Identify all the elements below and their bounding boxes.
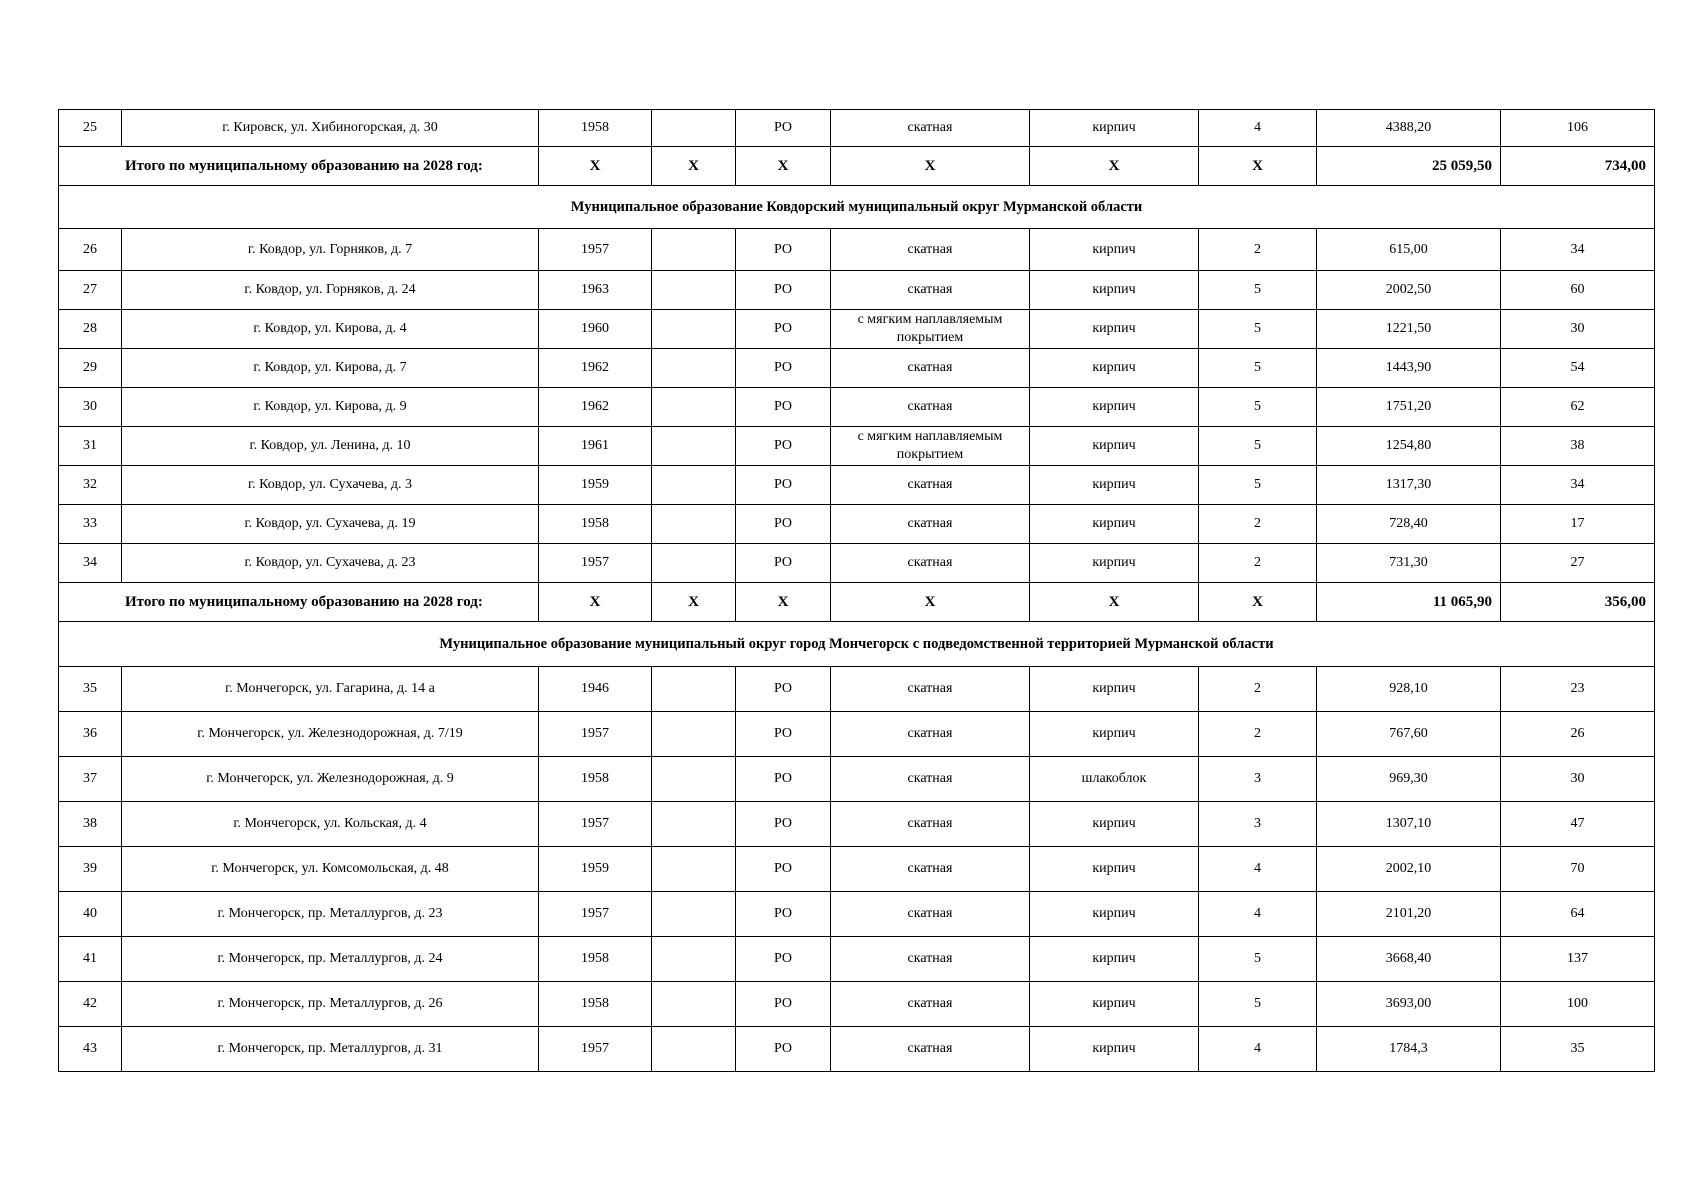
roof-type-cell: скатная: [831, 505, 1030, 544]
table-row: [59, 757, 1655, 802]
ownership-cell: РО: [736, 505, 831, 544]
year-cell: 1957: [539, 544, 652, 583]
wall-material-cell: кирпич: [1030, 982, 1199, 1027]
empty-cell: [652, 310, 736, 349]
wall-material-cell: кирпич: [1030, 427, 1199, 466]
table-row: [59, 427, 1655, 466]
roof-type-cell: скатная: [831, 667, 1030, 712]
row-number: 30: [59, 388, 122, 427]
table-row: [59, 892, 1655, 937]
ownership-cell: РО: [736, 937, 831, 982]
area-cell: 1221,50: [1317, 310, 1501, 349]
row-number: 40: [59, 892, 122, 937]
total-area: 25 059,50: [1317, 147, 1501, 186]
empty-cell: [652, 712, 736, 757]
address-cell: г. Ковдор, ул. Сухачева, д. 3: [122, 466, 539, 505]
empty-cell: [652, 388, 736, 427]
ownership-cell: РО: [736, 712, 831, 757]
area-cell: 3693,00: [1317, 982, 1501, 1027]
address-cell: г. Ковдор, ул. Ленина, д. 10: [122, 427, 539, 466]
area-cell: 615,00: [1317, 229, 1501, 271]
row-number: 25: [59, 110, 122, 147]
floors-cell: 5: [1199, 271, 1317, 310]
roof-type-cell: скатная: [831, 229, 1030, 271]
floors-cell: 3: [1199, 757, 1317, 802]
empty-cell: [652, 667, 736, 712]
empty-cell: [652, 847, 736, 892]
row-number: 33: [59, 505, 122, 544]
ownership-cell: РО: [736, 110, 831, 147]
year-cell: 1963: [539, 271, 652, 310]
year-cell: 1957: [539, 802, 652, 847]
roof-type-cell: скатная: [831, 892, 1030, 937]
roof-type-cell: с мягким наплавляемым покрытием: [831, 427, 1030, 466]
table-row: [59, 847, 1655, 892]
residents-cell: 30: [1501, 310, 1655, 349]
year-cell: 1958: [539, 110, 652, 147]
roof-type-cell: скатная: [831, 757, 1030, 802]
address-cell: г. Мончегорск, ул. Железнодорожная, д. 7/19: [122, 712, 539, 757]
x-mark-cell: Х: [1030, 147, 1199, 186]
address-cell: г. Ковдор, ул. Горняков, д. 7: [122, 229, 539, 271]
empty-cell: [652, 892, 736, 937]
floors-cell: 2: [1199, 712, 1317, 757]
empty-cell: [652, 466, 736, 505]
wall-material-cell: шлакоблок: [1030, 757, 1199, 802]
residents-cell: 17: [1501, 505, 1655, 544]
total-label: Итого по муниципальному образованию на 2028 год:: [59, 583, 539, 622]
row-number: 28: [59, 310, 122, 349]
empty-cell: [652, 937, 736, 982]
year-cell: 1946: [539, 667, 652, 712]
address-cell: г. Мончегорск, пр. Металлургов, д. 31: [122, 1027, 539, 1072]
x-mark-cell: Х: [831, 583, 1030, 622]
wall-material-cell: кирпич: [1030, 388, 1199, 427]
row-number: 29: [59, 349, 122, 388]
area-cell: 1443,90: [1317, 349, 1501, 388]
residents-cell: 64: [1501, 892, 1655, 937]
empty-cell: [652, 349, 736, 388]
row-number: 39: [59, 847, 122, 892]
year-cell: 1962: [539, 349, 652, 388]
floors-cell: 3: [1199, 802, 1317, 847]
residents-cell: 54: [1501, 349, 1655, 388]
x-mark-cell: Х: [736, 147, 831, 186]
floors-cell: 5: [1199, 349, 1317, 388]
address-cell: г. Мончегорск, ул. Комсомольская, д. 48: [122, 847, 539, 892]
year-cell: 1961: [539, 427, 652, 466]
section-title: Муниципальное образование муниципальный округ город Мончегорск с подведомственной территорией Мурманской области: [59, 622, 1655, 667]
year-cell: 1962: [539, 388, 652, 427]
roof-type-cell: скатная: [831, 110, 1030, 147]
address-cell: г. Ковдор, ул. Кирова, д. 7: [122, 349, 539, 388]
floors-cell: 5: [1199, 982, 1317, 1027]
year-cell: 1959: [539, 847, 652, 892]
row-number: 31: [59, 427, 122, 466]
ownership-cell: РО: [736, 982, 831, 1027]
total-residents: 356,00: [1501, 583, 1655, 622]
ownership-cell: РО: [736, 466, 831, 505]
row-number: 42: [59, 982, 122, 1027]
residents-cell: 27: [1501, 544, 1655, 583]
x-mark-cell: Х: [1030, 583, 1199, 622]
wall-material-cell: кирпич: [1030, 544, 1199, 583]
section-header-row: [59, 622, 1655, 667]
empty-cell: [652, 505, 736, 544]
row-number: 35: [59, 667, 122, 712]
area-cell: 969,30: [1317, 757, 1501, 802]
wall-material-cell: кирпич: [1030, 802, 1199, 847]
wall-material-cell: кирпич: [1030, 505, 1199, 544]
wall-material-cell: кирпич: [1030, 229, 1199, 271]
residents-cell: 70: [1501, 847, 1655, 892]
x-mark-cell: Х: [652, 147, 736, 186]
x-mark-cell: Х: [1199, 583, 1317, 622]
floors-cell: 5: [1199, 427, 1317, 466]
table-row: [59, 712, 1655, 757]
total-area: 11 065,90: [1317, 583, 1501, 622]
wall-material-cell: кирпич: [1030, 310, 1199, 349]
row-number: 41: [59, 937, 122, 982]
year-cell: 1958: [539, 505, 652, 544]
row-number: 38: [59, 802, 122, 847]
roof-type-cell: скатная: [831, 712, 1030, 757]
empty-cell: [652, 544, 736, 583]
address-cell: г. Мончегорск, ул. Железнодорожная, д. 9: [122, 757, 539, 802]
table-row: [59, 505, 1655, 544]
roof-type-cell: скатная: [831, 271, 1030, 310]
ownership-cell: РО: [736, 802, 831, 847]
ownership-cell: РО: [736, 1027, 831, 1072]
address-cell: г. Ковдор, ул. Кирова, д. 9: [122, 388, 539, 427]
ownership-cell: РО: [736, 229, 831, 271]
empty-cell: [652, 802, 736, 847]
table-row: [59, 937, 1655, 982]
area-cell: 1254,80: [1317, 427, 1501, 466]
wall-material-cell: кирпич: [1030, 271, 1199, 310]
wall-material-cell: кирпич: [1030, 937, 1199, 982]
area-cell: 928,10: [1317, 667, 1501, 712]
year-cell: 1958: [539, 982, 652, 1027]
floors-cell: 5: [1199, 388, 1317, 427]
empty-cell: [652, 757, 736, 802]
roof-type-cell: скатная: [831, 802, 1030, 847]
table-row: [59, 667, 1655, 712]
roof-type-cell: скатная: [831, 847, 1030, 892]
roof-type-cell: скатная: [831, 1027, 1030, 1072]
floors-cell: 4: [1199, 847, 1317, 892]
area-cell: 2101,20: [1317, 892, 1501, 937]
residents-cell: 62: [1501, 388, 1655, 427]
wall-material-cell: кирпич: [1030, 847, 1199, 892]
ownership-cell: РО: [736, 757, 831, 802]
floors-cell: 2: [1199, 229, 1317, 271]
floors-cell: 5: [1199, 937, 1317, 982]
table-row: [59, 388, 1655, 427]
area-cell: 731,30: [1317, 544, 1501, 583]
x-mark-cell: Х: [1199, 147, 1317, 186]
residents-cell: 23: [1501, 667, 1655, 712]
floors-cell: 5: [1199, 466, 1317, 505]
empty-cell: [652, 110, 736, 147]
table-row: [59, 349, 1655, 388]
x-mark-cell: Х: [831, 147, 1030, 186]
floors-cell: 4: [1199, 1027, 1317, 1072]
area-cell: 3668,40: [1317, 937, 1501, 982]
area-cell: 767,60: [1317, 712, 1501, 757]
roof-type-cell: скатная: [831, 937, 1030, 982]
ownership-cell: РО: [736, 388, 831, 427]
row-number: 43: [59, 1027, 122, 1072]
area-cell: 1307,10: [1317, 802, 1501, 847]
row-number: 26: [59, 229, 122, 271]
address-cell: г. Мончегорск, ул. Кольская, д. 4: [122, 802, 539, 847]
x-mark-cell: Х: [652, 583, 736, 622]
address-cell: г. Ковдор, ул. Горняков, д. 24: [122, 271, 539, 310]
floors-cell: 2: [1199, 667, 1317, 712]
area-cell: 1751,20: [1317, 388, 1501, 427]
row-number: 27: [59, 271, 122, 310]
wall-material-cell: кирпич: [1030, 349, 1199, 388]
ownership-cell: РО: [736, 310, 831, 349]
section-title: Муниципальное образование Ковдорский муниципальный округ Мурманской области: [59, 186, 1655, 229]
floors-cell: 5: [1199, 310, 1317, 349]
table-row: [59, 982, 1655, 1027]
year-cell: 1959: [539, 466, 652, 505]
residents-cell: 34: [1501, 466, 1655, 505]
ownership-cell: РО: [736, 847, 831, 892]
year-cell: 1958: [539, 757, 652, 802]
floors-cell: 2: [1199, 544, 1317, 583]
residents-cell: 106: [1501, 110, 1655, 147]
housing-table: [58, 109, 1655, 1072]
total-residents: 734,00: [1501, 147, 1655, 186]
residents-cell: 47: [1501, 802, 1655, 847]
residents-cell: 34: [1501, 229, 1655, 271]
area-cell: 1317,30: [1317, 466, 1501, 505]
address-cell: г. Ковдор, ул. Сухачева, д. 23: [122, 544, 539, 583]
residents-cell: 38: [1501, 427, 1655, 466]
row-number: 37: [59, 757, 122, 802]
roof-type-cell: с мягким наплавляемым покрытием: [831, 310, 1030, 349]
roof-type-cell: скатная: [831, 388, 1030, 427]
ownership-cell: РО: [736, 544, 831, 583]
area-cell: 4388,20: [1317, 110, 1501, 147]
wall-material-cell: кирпич: [1030, 466, 1199, 505]
table-row: [59, 544, 1655, 583]
residents-cell: 26: [1501, 712, 1655, 757]
empty-cell: [652, 229, 736, 271]
address-cell: г. Мончегорск, ул. Гагарина, д. 14 а: [122, 667, 539, 712]
residents-cell: 137: [1501, 937, 1655, 982]
table-row: [59, 110, 1655, 147]
ownership-cell: РО: [736, 271, 831, 310]
address-cell: г. Ковдор, ул. Сухачева, д. 19: [122, 505, 539, 544]
row-number: 32: [59, 466, 122, 505]
roof-type-cell: скатная: [831, 544, 1030, 583]
table-row: [59, 271, 1655, 310]
residents-cell: 35: [1501, 1027, 1655, 1072]
roof-type-cell: скатная: [831, 982, 1030, 1027]
roof-type-cell: скатная: [831, 466, 1030, 505]
x-mark-cell: Х: [539, 583, 652, 622]
residents-cell: 30: [1501, 757, 1655, 802]
year-cell: 1958: [539, 937, 652, 982]
ownership-cell: РО: [736, 667, 831, 712]
year-cell: 1957: [539, 1027, 652, 1072]
residents-cell: 60: [1501, 271, 1655, 310]
floors-cell: 4: [1199, 110, 1317, 147]
year-cell: 1957: [539, 892, 652, 937]
area-cell: 2002,10: [1317, 847, 1501, 892]
row-number: 36: [59, 712, 122, 757]
wall-material-cell: кирпич: [1030, 712, 1199, 757]
wall-material-cell: кирпич: [1030, 110, 1199, 147]
year-cell: 1957: [539, 712, 652, 757]
x-mark-cell: Х: [539, 147, 652, 186]
address-cell: г. Мончегорск, пр. Металлургов, д. 23: [122, 892, 539, 937]
roof-type-cell: скатная: [831, 349, 1030, 388]
ownership-cell: РО: [736, 427, 831, 466]
wall-material-cell: кирпич: [1030, 1027, 1199, 1072]
floors-cell: 2: [1199, 505, 1317, 544]
address-cell: г. Мончегорск, пр. Металлургов, д. 24: [122, 937, 539, 982]
total-row: [59, 147, 1655, 186]
empty-cell: [652, 982, 736, 1027]
residents-cell: 100: [1501, 982, 1655, 1027]
table-row: [59, 1027, 1655, 1072]
year-cell: 1957: [539, 229, 652, 271]
table-row: [59, 229, 1655, 271]
area-cell: 2002,50: [1317, 271, 1501, 310]
year-cell: 1960: [539, 310, 652, 349]
address-cell: г. Мончегорск, пр. Металлургов, д. 26: [122, 982, 539, 1027]
table-row: [59, 802, 1655, 847]
table-row: [59, 466, 1655, 505]
wall-material-cell: кирпич: [1030, 667, 1199, 712]
ownership-cell: РО: [736, 892, 831, 937]
ownership-cell: РО: [736, 349, 831, 388]
row-number: 34: [59, 544, 122, 583]
address-cell: г. Кировск, ул. Хибиногорская, д. 30: [122, 110, 539, 147]
total-label: Итого по муниципальному образованию на 2028 год:: [59, 147, 539, 186]
floors-cell: 4: [1199, 892, 1317, 937]
area-cell: 728,40: [1317, 505, 1501, 544]
empty-cell: [652, 1027, 736, 1072]
total-row: [59, 583, 1655, 622]
address-cell: г. Ковдор, ул. Кирова, д. 4: [122, 310, 539, 349]
wall-material-cell: кирпич: [1030, 892, 1199, 937]
section-header-row: [59, 186, 1655, 229]
empty-cell: [652, 427, 736, 466]
empty-cell: [652, 271, 736, 310]
x-mark-cell: Х: [736, 583, 831, 622]
area-cell: 1784,3: [1317, 1027, 1501, 1072]
table-row: [59, 310, 1655, 349]
